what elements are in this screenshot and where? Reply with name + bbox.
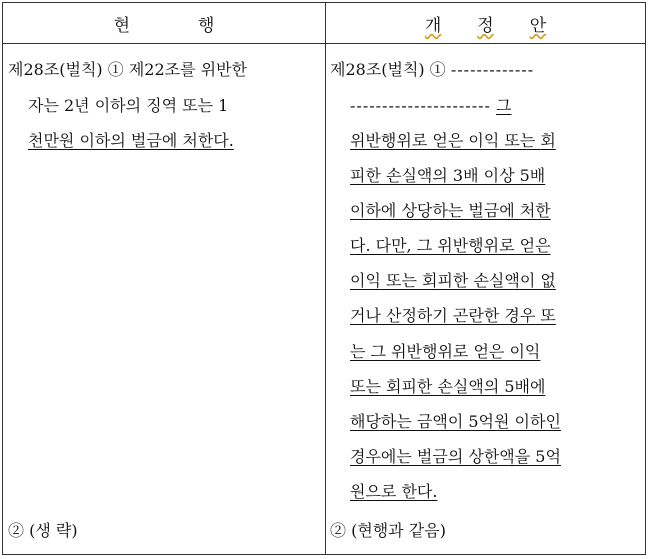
revised-line-3: 위반행위로 얻은 이익 또는 회 (350, 131, 556, 150)
revised-line-13: 원으로 한다. (350, 482, 438, 501)
header-divider (3, 43, 645, 44)
header-revised (326, 3, 645, 43)
header-revised-char-2: 정 (477, 15, 494, 36)
revised-line-2 (350, 96, 512, 116)
header-revised-char-1: 개 (424, 15, 442, 36)
current-line-2 (28, 96, 228, 116)
revised-line-5: 이하에 상당하는 벌금에 처한 (350, 201, 551, 220)
current-para-2: ② (생 략) (8, 521, 78, 540)
revised-line-10: 또는 회피한 손실액의 5배에 (350, 377, 546, 396)
revised-line-11: 해당하는 금액이 5억원 이하인 (350, 412, 561, 431)
revised-line-6: 다. 다만, 그 위반행위로 얻은 (350, 236, 551, 255)
revised-line-1-dashes: ------------- (450, 60, 535, 79)
header-current-char-2: 행 (198, 15, 215, 36)
revised-line-4: 피한 손실액의 3배 이상 5배 (350, 166, 546, 185)
revised-line-7: 이익 또는 회피한 손실액이 없 (350, 271, 556, 290)
revised-para-2: ② (현행과 같음) (330, 521, 446, 540)
revised-line-12: 경우에는 벌금의 상한액을 5억 (350, 447, 561, 466)
revised-line-8: 거나 산정하기 곤란한 경우 또 (350, 306, 556, 325)
header-current-char-1: 현 (113, 15, 130, 36)
column-divider (325, 3, 326, 554)
current-line-2-text: 자는 2년 이하의 징역 또는 1 (28, 96, 229, 115)
current-line-1: 제28조(벌칙) ① 제22조를 위반한 (8, 60, 248, 79)
header-current (3, 3, 325, 43)
revised-line-2-dashes: ---------------------- (350, 96, 491, 115)
revised-line-2-tail: 그 (496, 96, 512, 115)
revised-line-1 (330, 60, 534, 80)
revised-line-9: 는 그 위반행위로 얻은 이익 (350, 342, 541, 361)
header-revised-char-3: 안 (529, 15, 547, 36)
current-line-3: 천만원 이하의 벌금에 처한다. (28, 131, 234, 150)
revised-line-1-prefix: 제28조(벌칙) ① (330, 60, 446, 79)
